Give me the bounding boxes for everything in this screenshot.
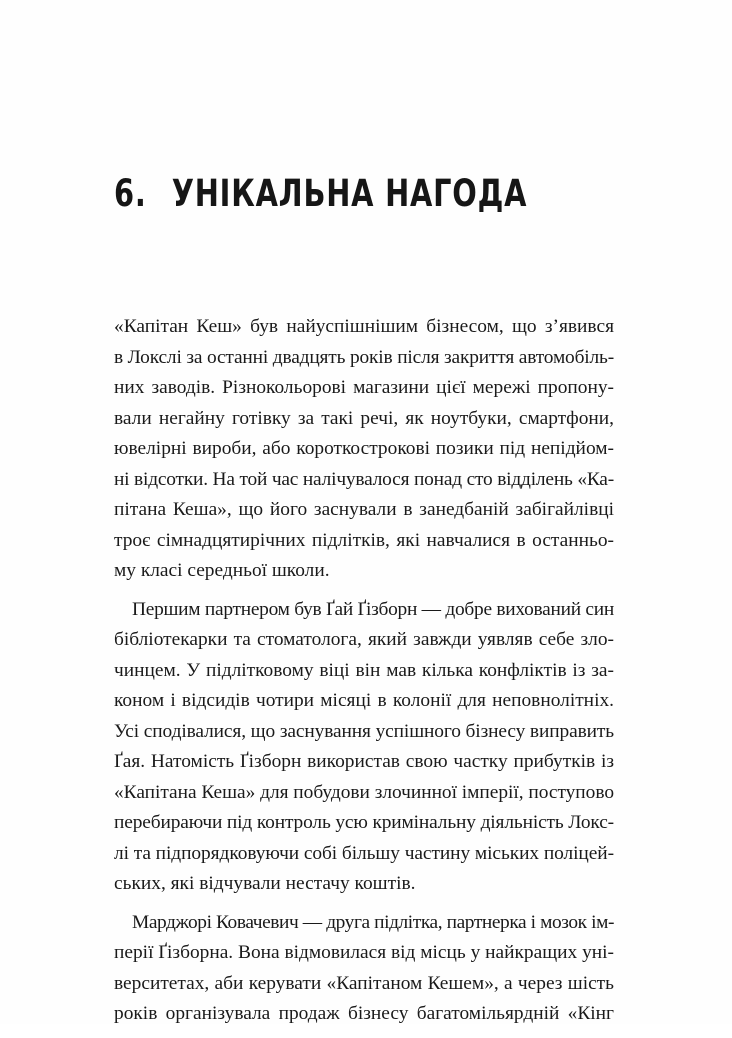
text-line: ювелірні вироби, або короткострокові позики під непідйом-	[114, 438, 614, 459]
text-line: «Капітана Кеша» для побудови злочинної імперії, поступово	[114, 781, 614, 803]
text-line: Марджорі Ковачевич — друга підлітка, партнерка і мозок ім-	[132, 911, 614, 933]
text-line: му класі середньої школи.	[114, 560, 330, 581]
text-line: перебираючи під контроль усю кримінальну діяльність Локс-	[114, 812, 614, 833]
paragraph-3	[114, 908, 614, 1030]
text-line: Усі сподівалися, що заснування успішного бізнесу виправить	[114, 720, 614, 742]
text-line: Ґая. Натомість Ґізборн використав свою частку прибутків із	[114, 751, 614, 772]
text-line: лі та підпорядковуючи собі більшу частину міських поліцей-	[114, 842, 614, 864]
text-line: «Капітан Кеш» був найуспішнішим бізнесом, що з’явився	[114, 316, 614, 337]
text-line: перії Ґізборна. Вона відмовилася від місць у найкращих уні-	[114, 942, 614, 963]
text-line: пітана Кеша», що його заснували в занедбаній забігайлівці	[114, 499, 614, 520]
text-line: них заводів. Різнокольорові магазини цієї мережі пропону-	[114, 377, 614, 398]
text-line: бібліотекарки та стоматолога, який завжди уявляв себе зло-	[114, 629, 614, 650]
text-line: вали негайну готівку за такі речі, як ноутбуки, смартфони,	[114, 407, 614, 429]
text-line: верситетах, аби керувати «Капітаном Кешем», а через шість	[114, 972, 614, 994]
chapter-heading	[114, 170, 527, 218]
text-line: чинцем. У підлітковому віці він мав кілька конфліктів із за-	[114, 659, 614, 681]
text-line: Першим партнером був Ґай Ґізборн — добре вихований син	[132, 598, 614, 620]
body-text	[114, 312, 614, 1038]
text-line: в Локслі за останні двадцять років після закриття автомобіль-	[114, 346, 614, 368]
text-line: троє сімнадцятирічних підлітків, які навчалися в останньо-	[114, 529, 614, 551]
chapter-title: УНІКАЛЬНА НАГОДА	[171, 172, 528, 215]
paragraph-2	[114, 595, 614, 900]
text-line: ні відсотки. На той час налічувалося понад сто відділень «Ка-	[114, 468, 614, 490]
text-line: ських, які відчували нестачу коштів.	[114, 873, 416, 894]
paragraph-1	[114, 312, 614, 587]
text-line: коном і відсидів чотири місяці в колонії для неповнолітніх.	[114, 690, 614, 711]
text-line: років організувала продаж бізнесу багатомільярдній «Кінг	[114, 1003, 614, 1024]
chapter-number: 6.	[114, 172, 147, 215]
